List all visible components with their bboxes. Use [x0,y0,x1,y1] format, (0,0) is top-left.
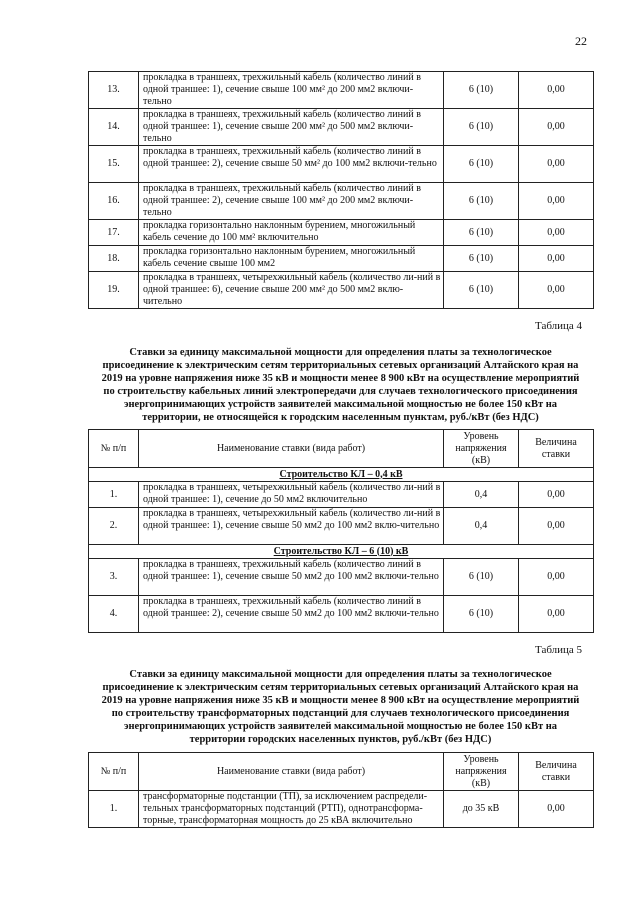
table-row [89,146,594,183]
row-description: прокладка в траншеях, трехжильный кабель (количество линий в одной траншее: 1), сечение свыше 50 мм2 до 100 мм2 включи-тельно [139,559,444,596]
header-voltage: Уровень напряжения (кВ) [444,430,519,468]
header-rate: Величина ставки [519,430,594,468]
header-number: № п/п [89,753,139,791]
table-row [89,508,594,545]
row-description: трансформаторные подстанции (ТП), за исключением распредели-тельных трансформаторных подстанций (РТП), однотрансформа-торные, трансформаторная мощность до 25 кВА включительно [139,791,444,828]
table-row [89,596,594,633]
row-description: прокладка в траншеях, трехжильный кабель (количество линий в одной траншее: 1), сечение свыше 200 мм² до 500 мм2 включи-тельно [139,109,444,146]
table-header-row [89,430,594,468]
row-description: прокладка горизонтально наклонным бурением, многожильный кабель сечение свыше 100 мм2 [139,246,444,272]
header-name: Наименование ставки (вида работ) [139,430,444,468]
table-5-caption: Таблица 5 [535,644,583,656]
row-number: 16. [89,183,139,220]
header-name: Наименование ставки (вида работ) [139,753,444,791]
table-row [89,109,594,146]
row-rate: 0,00 [519,596,594,633]
row-voltage: 0,4 [444,482,519,508]
table-4-title: Ставки за единицу максимальной мощности для определения платы за технологическое присоединение к электрическим сетям территориальных сетевых организаций Алтайского края на 2019 на уровне напряжения ниже 35 кВ и мощности менее 8 900 кВт на осуществление мероприятий по строительству кабельных линий электропередачи для случаев технологического присоединения энергопринимающих устройств заявителей максимальной мощностью не более 150 кВт на территории, не относящейся к городским населенным пунктам, руб./кВт (без НДС) [101,347,580,423]
table-row [89,72,594,109]
row-number: 2. [89,508,139,545]
table-row [89,246,594,272]
table-row [89,183,594,220]
row-rate: 0,00 [519,791,594,828]
rates-table-5 [88,752,594,828]
rates-table-4 [88,429,594,633]
row-rate: 0,00 [519,482,594,508]
page-number: 22 [575,34,587,48]
table-header-row [89,753,594,791]
row-number: 15. [89,146,139,183]
row-number: 1. [89,791,139,828]
row-number: 4. [89,596,139,633]
row-number: 17. [89,220,139,246]
row-number: 19. [89,272,139,309]
row-description: прокладка в траншеях, четырехжильный кабель (количество ли-ний в одной траншее: 6), сечение свыше 200 мм² до 500 мм2 вклю-чительно [139,272,444,309]
row-number: 13. [89,72,139,109]
row-rate: 0,00 [519,272,594,309]
table-row [89,559,594,596]
row-rate: 0,00 [519,508,594,545]
row-voltage: 6 (10) [444,272,519,309]
row-rate: 0,00 [519,146,594,183]
row-voltage: 6 (10) [444,246,519,272]
row-voltage: 6 (10) [444,146,519,183]
row-number: 1. [89,482,139,508]
row-rate: 0,00 [519,246,594,272]
row-rate: 0,00 [519,109,594,146]
row-voltage: 6 (10) [444,109,519,146]
table-4-caption: Таблица 4 [535,320,583,332]
row-description: прокладка в траншеях, трехжильный кабель (количество линий в одной траншее: 1), сечение свыше 100 мм² до 200 мм2 включи-тельно [139,72,444,109]
header-voltage: Уровень напряжения (кВ) [444,753,519,791]
row-voltage: 6 (10) [444,72,519,109]
rates-table-continuation [88,71,594,309]
section-row [89,468,594,482]
row-voltage: 6 (10) [444,596,519,633]
section-title: Строительство КЛ – 6 (10) кВ [89,545,594,559]
row-voltage: 6 (10) [444,559,519,596]
header-number: № п/п [89,430,139,468]
row-number: 14. [89,109,139,146]
table-row [89,482,594,508]
row-rate: 0,00 [519,559,594,596]
table-row [89,220,594,246]
table-row [89,791,594,828]
row-voltage: 0,4 [444,508,519,545]
row-description: прокладка в траншеях, четырехжильный кабель (количество ли-ний в одной траншее: 1), сечение до 50 мм2 включительно [139,482,444,508]
section-row [89,545,594,559]
row-rate: 0,00 [519,72,594,109]
row-rate: 0,00 [519,220,594,246]
header-rate: Величина ставки [519,753,594,791]
row-description: прокладка горизонтально наклонным бурением, многожильный кабель сечение до 100 мм² включительно [139,220,444,246]
row-description: прокладка в траншеях, трехжильный кабель (количество линий в одной траншее: 2), сечение свыше 100 мм² до 200 мм2 включи-тельно [139,183,444,220]
table-row [89,272,594,309]
table-5-title: Ставки за единицу максимальной мощности для определения платы за технологическое присоединение к электрическим сетям территориальных сетевых организаций Алтайского края на 2019 на уровне напряжения ниже 35 кВ и мощности менее 8 900 кВт на осуществление мероприятий по строительству трансформаторных подстанций для случаев технологического присоединения энергопринимающих устройств заявителей максимальной мощностью не более 150 кВт на территории городских населенных пунктов, руб./кВт (без НДС) [101,669,580,745]
row-voltage: 6 (10) [444,220,519,246]
row-number: 3. [89,559,139,596]
row-description: прокладка в траншеях, четырехжильный кабель (количество ли-ний в одной траншее: 1), сечение свыше 50 мм2 до 100 мм2 вклю-чительно [139,508,444,545]
row-description: прокладка в траншеях, трехжильный кабель (количество линий в одной траншее: 2), сечение свыше 50 мм² до 100 мм2 включи-тельно [139,146,444,183]
row-number: 18. [89,246,139,272]
row-voltage: до 35 кВ [444,791,519,828]
row-voltage: 6 (10) [444,183,519,220]
row-description: прокладка в траншеях, трехжильный кабель (количество линий в одной траншее: 2), сечение свыше 50 мм2 до 100 мм2 включи-тельно [139,596,444,633]
row-rate: 0,00 [519,183,594,220]
section-title: Строительство КЛ – 0,4 кВ [89,468,594,482]
